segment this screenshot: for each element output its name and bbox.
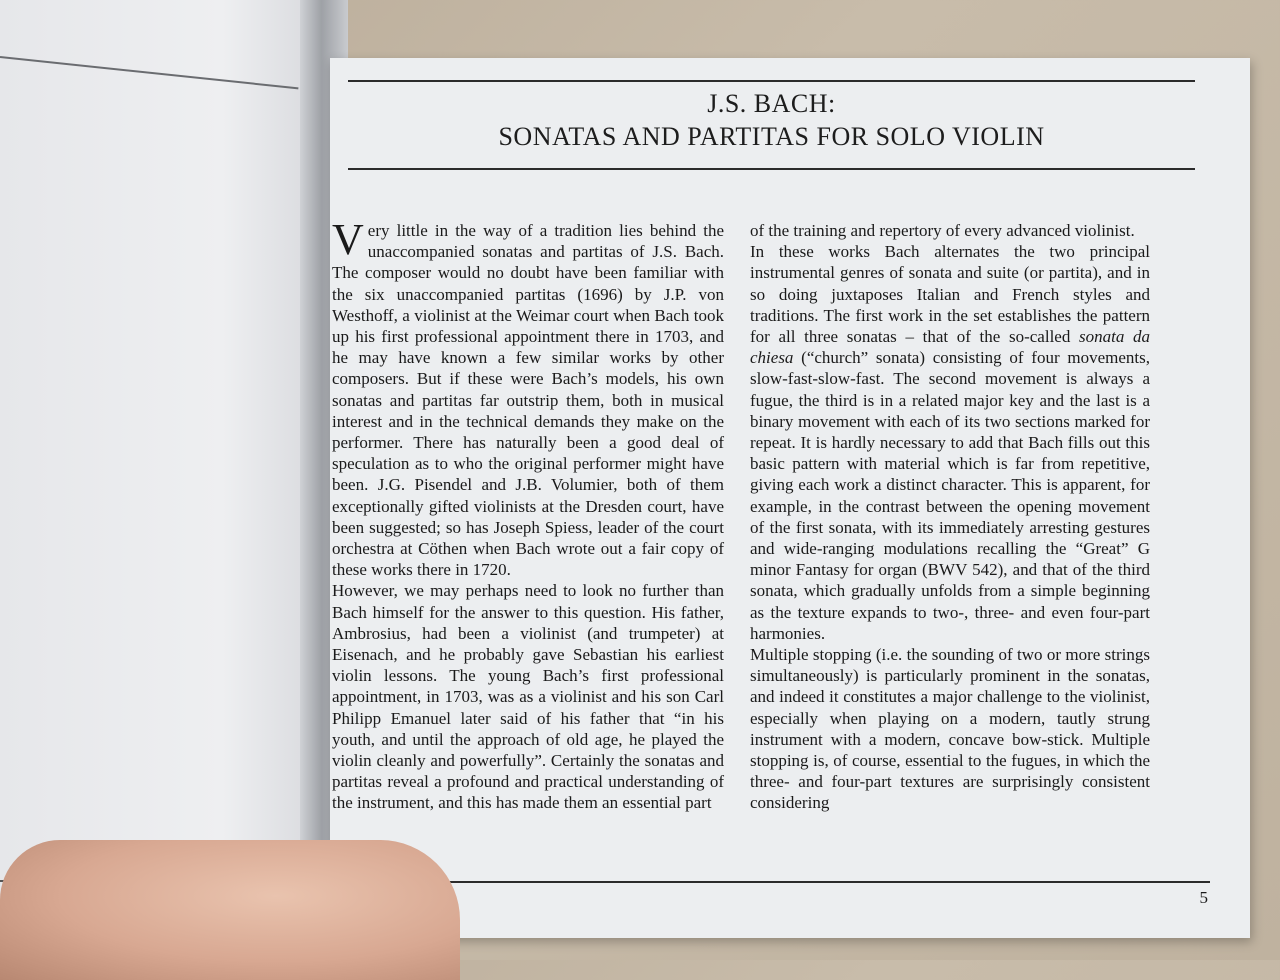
page-title xyxy=(348,88,1195,154)
text-column-left xyxy=(332,215,724,814)
left-page xyxy=(0,0,318,960)
right-page xyxy=(330,58,1250,938)
right-paragraph-2-start: In these works Bach alternates the two principal instrumental genres of sonata and suite (or partita), and in so doing juxtaposes Italian and French styles and traditions. The first work in the set establishes the pattern for all three sonatas – that of the so-called xyxy=(750,242,1150,347)
page-number: 5 xyxy=(1199,888,1208,907)
left-paragraph-2: However, we may perhaps need to look no further than Bach himself for the answer to this question. His father, Ambrosius, had been a violinist (and trumpeter) at Eisenach, and he probably gave Sebastian his earliest violin lessons. The young Bach’s first professional appointment, in 1703, was as a violinist and his son Carl Philipp Emanuel later said of his father that “in his youth, and until the approach of old age, he played the violin cleanly and powerfully”. Certainly the sonatas and partitas reveal a profound and practical understanding of the instrument, and this has made them an essential part xyxy=(332,581,724,813)
left-paragraph-1-text: ery little in the way of a tradition lies behind the unaccompanied sonatas and partitas of J.S. Bach. The composer would no doubt have been familiar with the six unaccompanied partitas (1696) by J.P. von Westhoff, a violinist at the Weimar court when Bach took up his first professional appointment there in 1703, and he may have known a few similar works by other composers. But if these were Bach’s models, his own sonatas and partitas far outstrip them, both in musical interest and in the technical demands they make on the performer. There has naturally been a good deal of speculation as to who the original performer might have been. J.G. Pisendel and J.B. Volumier, both of them exceptionally gifted violinists at the Dresden court, have been suggested; so has Joseph Spiess, leader of the court orchestra at Cöthen when Bach wrote out a fair copy of these works there in 1720. xyxy=(332,221,724,580)
right-paragraph-2-end: (“church” sonata) consisting of four movements, slow-fast-slow-fast. The second movement is always a fugue, the third is in a related major key and the last is a binary movement with each of its two sections marked for repeat. It is hardly necessary to add that Bach fills out this basic pattern with material which is far from repetitive, giving each work a distinct character. This is apparent, for example, in the contrast between the opening movement of the first sonata, with its immediately arresting gestures and wide-ranging modulations recalling the “Great” G minor Fantasy for organ (BWV 542), and that of the third sonata, which gradually unfolds from a simple beginning as the texture expands to two-, three- and even four-part harmonies. xyxy=(750,348,1150,643)
right-paragraph-1: of the training and repertory of every advanced violinist. xyxy=(750,221,1135,240)
hand-fingers xyxy=(0,840,460,980)
right-paragraph-3: Multiple stopping (i.e. the sounding of two or more strings simultaneously) is particularly prominent in the sonatas, and indeed it constitutes a major challenge to the violinist, especially when playing on a modern, tautly strung instrument with a modern, concave bow-stick. Multiple stopping is, of course, essential to the fugues, in which the three- and four-part textures are surprisingly consistent considering xyxy=(750,645,1150,813)
left-paragraph-1 xyxy=(332,215,724,580)
text-column-right xyxy=(750,220,1150,814)
title-composer: J.S. BACH: xyxy=(707,89,836,118)
italic-term: sonata da chiesa xyxy=(750,327,1150,368)
heading-rule-bottom xyxy=(348,168,1195,170)
heading-rule-top xyxy=(348,80,1195,82)
drop-cap: V xyxy=(332,215,364,264)
left-page-rule-top xyxy=(0,56,298,89)
title-work: SONATAS AND PARTITAS FOR SOLO VIOLIN xyxy=(498,122,1045,151)
right-paragraph-2 xyxy=(750,241,1150,644)
